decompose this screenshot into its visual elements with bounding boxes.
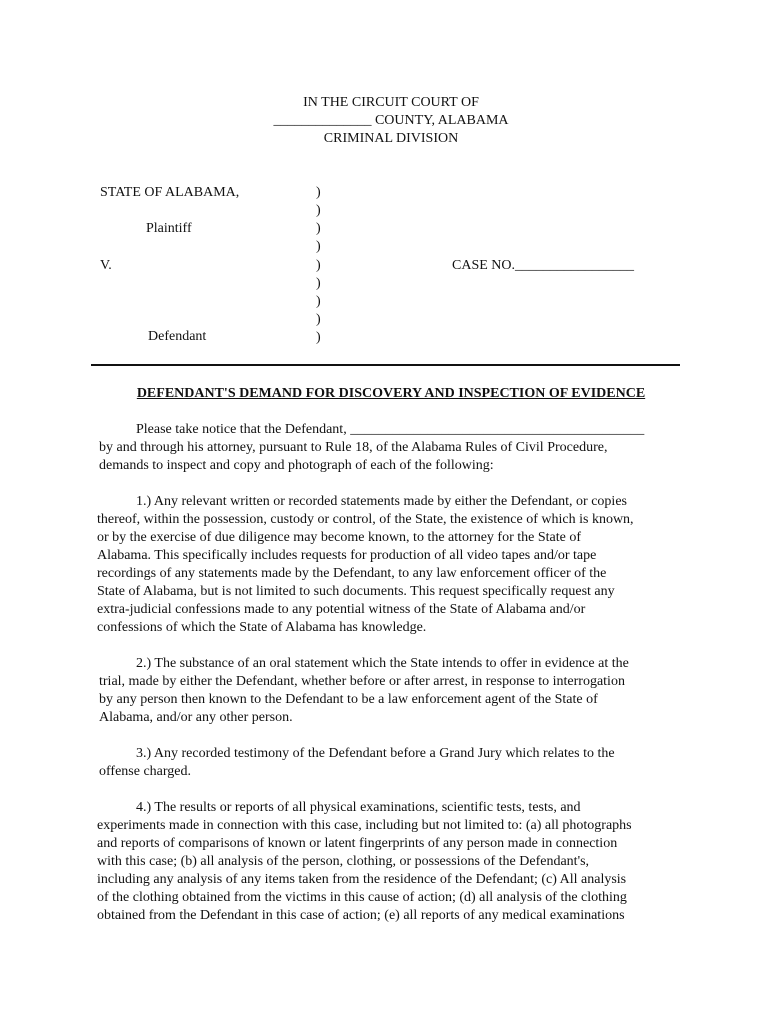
caption-paren: ) bbox=[316, 203, 321, 218]
county-heading: ______________ COUNTY, ALABAMA bbox=[273, 113, 509, 128]
case-number: CASE NO._________________ bbox=[452, 258, 635, 273]
caption-paren: ) bbox=[316, 258, 321, 273]
item1-line: State of Alabama, but is not limited to such documents. This request specifically request any bbox=[97, 584, 615, 599]
intro-line: Please take notice that the Defendant, __________________________________________ bbox=[136, 422, 645, 437]
item3-line: offense charged. bbox=[99, 764, 191, 779]
caption-paren: ) bbox=[316, 239, 321, 254]
item1-line: confessions of which the State of Alabama has knowledge. bbox=[97, 620, 427, 635]
item4-line: of the clothing obtained from the victims in this cause of action; (d) all analysis of the clothing bbox=[97, 890, 627, 905]
caption-paren: ) bbox=[316, 312, 321, 327]
item2-line: trial, made by either the Defendant, whether before or after arrest, in response to interrogation bbox=[99, 674, 625, 689]
intro-line: by and through his attorney, pursuant to Rule 18, of the Alabama Rules of Civil Procedure, bbox=[99, 440, 608, 455]
caption-divider bbox=[91, 364, 680, 366]
document-title: DEFENDANT'S DEMAND FOR DISCOVERY AND INSPECTION OF EVIDENCE bbox=[136, 386, 646, 401]
item1-line: recordings of any statements made by the Defendant, to any law enforcement officer of the bbox=[97, 566, 607, 581]
item1-line: Alabama. This specifically includes requests for production of all video tapes and/or tape bbox=[97, 548, 597, 563]
division-heading: CRIMINAL DIVISION bbox=[323, 131, 459, 146]
caption-paren: ) bbox=[316, 185, 321, 200]
item2-line: 2.) The substance of an oral statement which the State intends to offer in evidence at the bbox=[136, 656, 629, 671]
caption-paren: ) bbox=[316, 294, 321, 309]
caption-state: STATE OF ALABAMA, bbox=[100, 185, 240, 200]
caption-paren: ) bbox=[316, 276, 321, 291]
item1-line: thereof, within the possession, custody or control, of the State, the existence of which is known, bbox=[97, 512, 634, 527]
item1-line: or by the exercise of due diligence may become known, to the attorney for the State of bbox=[97, 530, 581, 545]
item3-line: 3.) Any recorded testimony of the Defendant before a Grand Jury which relates to the bbox=[136, 746, 615, 761]
item4-line: 4.) The results or reports of all physical examinations, scientific tests, tests, and bbox=[136, 800, 581, 815]
item1-line: extra-judicial confessions made to any potential witness of the State of Alabama and/or bbox=[97, 602, 586, 617]
item2-line: by any person then known to the Defendant to be a law enforcement agent of the State of bbox=[99, 692, 598, 707]
item4-line: including any analysis of any items taken from the residence of the Defendant; (c) All analysis bbox=[97, 872, 627, 887]
item4-line: obtained from the Defendant in this case of action; (e) all reports of any medical examinations bbox=[97, 908, 625, 923]
caption-versus: V. bbox=[100, 258, 112, 273]
caption-plaintiff: Plaintiff bbox=[146, 221, 192, 236]
item4-line: with this case; (b) all analysis of the person, clothing, or possessions of the Defendant's, bbox=[97, 854, 590, 869]
intro-line: demands to inspect and copy and photograph of each of the following: bbox=[99, 458, 494, 473]
caption-defendant: Defendant bbox=[148, 329, 207, 344]
item4-line: experiments made in connection with this case, including but not limited to: (a) all photographs bbox=[97, 818, 632, 833]
court-heading: IN THE CIRCUIT COURT OF bbox=[303, 95, 479, 110]
caption-paren: ) bbox=[316, 330, 321, 345]
item4-line: and reports of comparisons of known or latent fingerprints of any person made in connection bbox=[97, 836, 618, 851]
item2-line: Alabama, and/or any other person. bbox=[99, 710, 293, 725]
caption-paren: ) bbox=[316, 221, 321, 236]
item1-line: 1.) Any relevant written or recorded statements made by either the Defendant, or copies bbox=[136, 494, 627, 509]
